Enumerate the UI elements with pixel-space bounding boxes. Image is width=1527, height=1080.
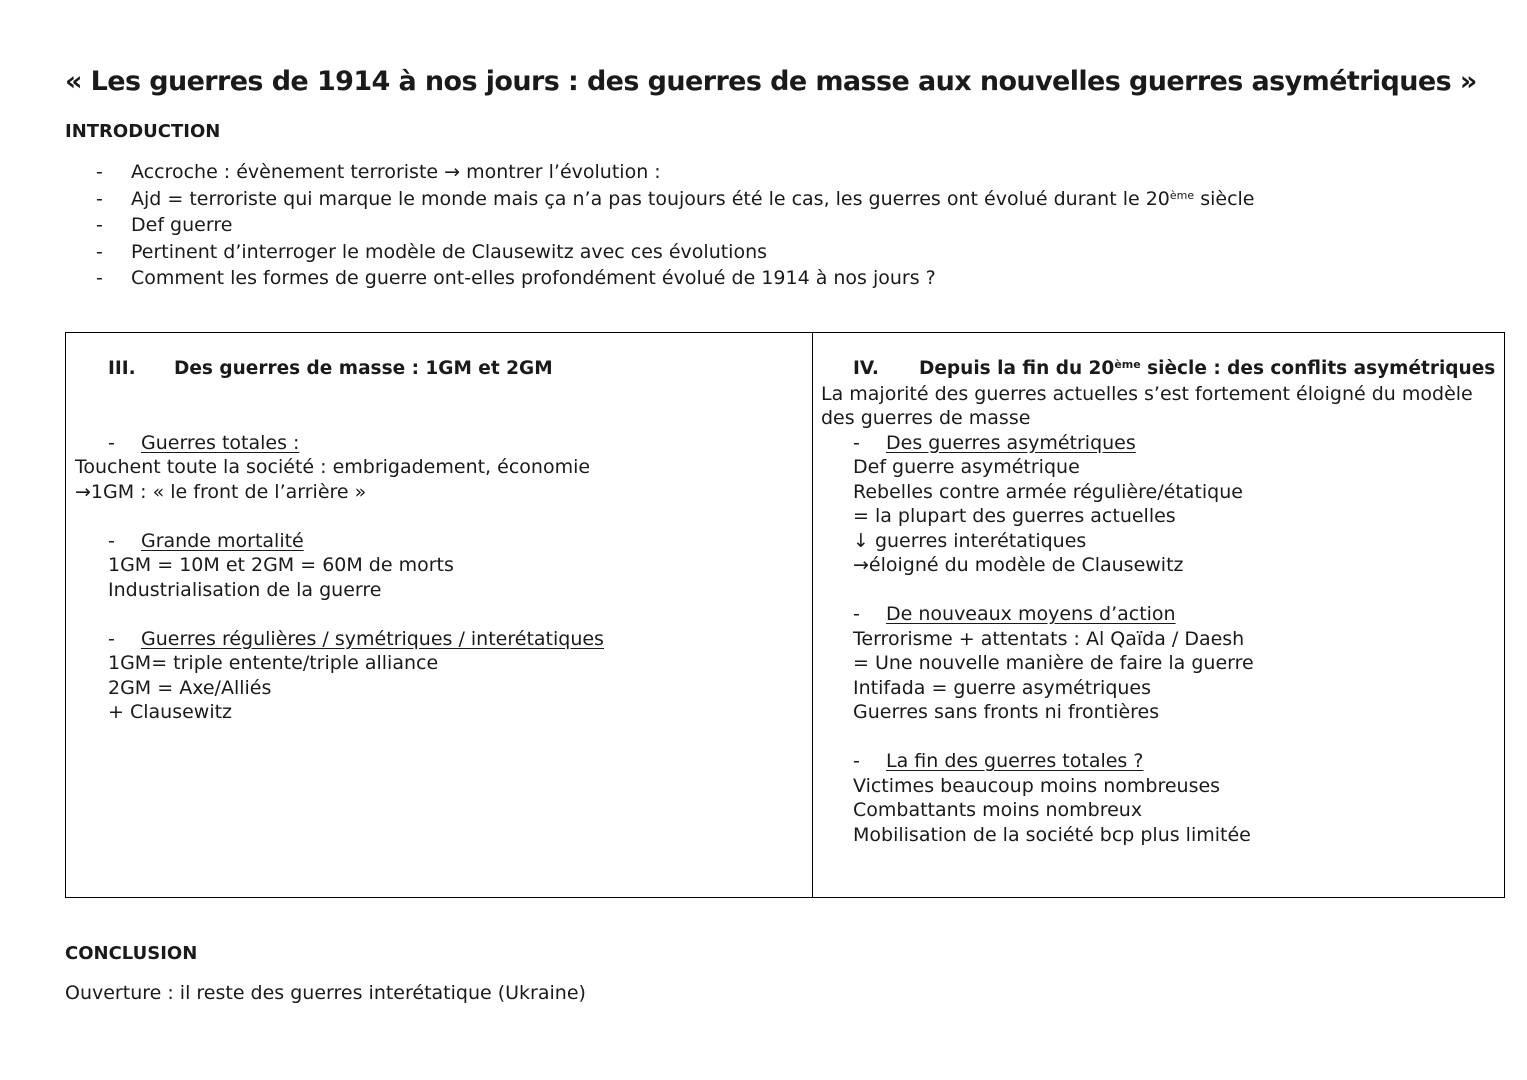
list-item: - Pertinent d’interroger le modèle de Clausewitz avec ces évolutions — [96, 239, 1254, 266]
part-3-sub-heading: - Grande mortalité — [108, 529, 304, 552]
text-line: + Clausewitz — [108, 701, 233, 723]
text-line: = la plupart des guerres actuelles — [853, 505, 1176, 527]
part-3-sub-heading: - Guerres totales : — [108, 431, 300, 454]
text-line: Victimes beaucoup moins nombreuses — [853, 774, 1221, 797]
text-line: →1GM : « le front de l’arrière » — [75, 480, 367, 503]
column-divider — [812, 333, 813, 897]
text-line: des guerres de masse — [821, 407, 1031, 429]
list-item: - Accroche : évènement terroriste → montrer l’évolution : — [96, 159, 1254, 186]
text-line: = Une nouvelle manière de faire la guerre — [853, 652, 1254, 674]
text-line: ↓ guerres interétatiques — [853, 529, 1087, 552]
part-3-heading: III. Des guerres de masse : 1GM et 2GM — [108, 358, 553, 379]
text-line: 1GM = 10M et 2GM = 60M de morts — [108, 554, 454, 576]
introduction-list — [96, 159, 1254, 292]
text-line: 1GM= triple entente/triple alliance — [108, 652, 439, 674]
text-line: Guerres sans fronts ni frontières — [853, 701, 1160, 723]
text-line: Def guerre asymétrique — [853, 456, 1080, 478]
text-line: Intifada = guerre asymétriques — [853, 676, 1152, 699]
part-3-sub-heading: - Guerres régulières / symétriques / interétatiques — [108, 627, 604, 650]
text-line: La majorité des guerres actuelles s’est fortement éloigné du modèle — [821, 382, 1473, 405]
text-line: →éloigné du modèle de Clausewitz — [853, 554, 1184, 576]
part-4-sub-heading: - De nouveaux moyens d’action — [853, 603, 1176, 625]
part-4-sub-heading: - Des guerres asymétriques — [853, 431, 1136, 454]
introduction-heading: INTRODUCTION — [65, 121, 221, 142]
text-line: Industrialisation de la guerre — [108, 578, 382, 601]
text-line: Terrorisme + attentats : Al Qaïda / Daesh — [853, 627, 1245, 650]
part-4-cell — [821, 357, 1496, 847]
page-title: « Les guerres de 1914 à nos jours : des guerres de masse aux nouvelles guerres asymétriques » — [65, 66, 1477, 97]
text-line: Touchent toute la société : embrigadement, économie — [75, 456, 591, 478]
list-item: - Ajd = terroriste qui marque le monde mais ça n’a pas toujours été le cas, les guerres ont évolué durant le 20ème siècle — [96, 186, 1254, 213]
part-4-heading: IV. Depuis la fin du 20ème siècle : des conflits asymétriques — [853, 358, 1496, 379]
conclusion-text: Ouverture : il reste des guerres interétatique (Ukraine) — [65, 982, 586, 1004]
text-line: Mobilisation de la société bcp plus limitée — [853, 823, 1251, 846]
part-4-sub-heading: - La fin des guerres totales ? — [853, 750, 1144, 772]
parts-table — [65, 332, 1505, 898]
part-3-cell — [75, 357, 795, 725]
list-item: - Def guerre — [96, 212, 1254, 239]
list-item: - Comment les formes de guerre ont-elles profondément évolué de 1914 à nos jours ? — [96, 265, 1254, 292]
text-line: 2GM = Axe/Alliés — [108, 676, 272, 699]
conclusion-heading: CONCLUSION — [65, 943, 198, 964]
text-line: Combattants moins nombreux — [853, 799, 1143, 821]
text-line: Rebelles contre armée régulière/étatique — [853, 480, 1243, 503]
